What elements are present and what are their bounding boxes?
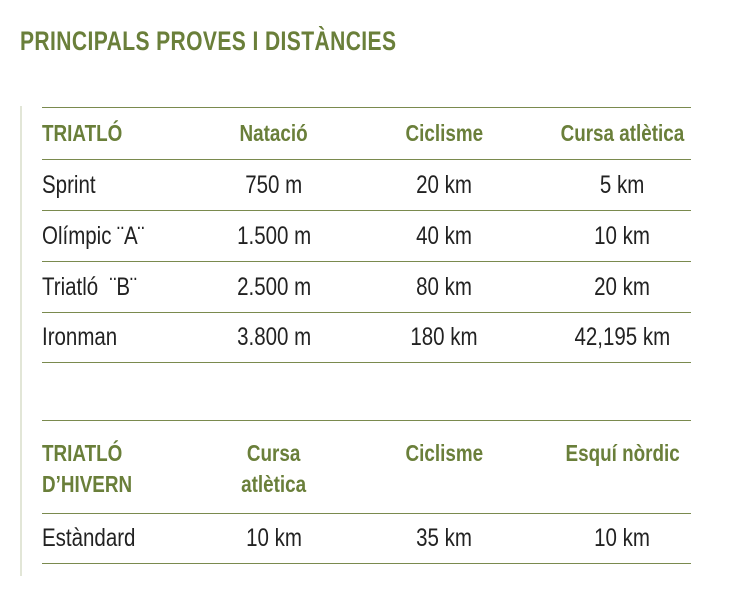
header-line: D’HIVERN <box>42 471 133 497</box>
distances-table-winter-triathlon <box>42 420 691 564</box>
left-vertical-rule <box>20 106 22 576</box>
table-row <box>42 312 691 363</box>
cycle-distance: 80 km <box>416 272 472 301</box>
header-line: atlètica <box>241 471 307 497</box>
swim-distance: 750 m <box>245 170 303 199</box>
run-distance: 5 km <box>600 170 645 199</box>
cycle-distance: 35 km <box>416 524 472 552</box>
header-cell-event: TRIATLÓ <box>42 120 123 146</box>
swim-distance: 3.800 m <box>236 323 312 351</box>
run-distance: 42,195 km <box>574 323 671 351</box>
header-cell-swim: Natació <box>239 120 309 146</box>
cycle-distance: 20 km <box>416 170 472 199</box>
header-cell-cycle: Ciclisme <box>405 120 483 146</box>
run-distance: 20 km <box>594 272 651 301</box>
row-label: Sprint <box>42 170 96 199</box>
swim-distance: 1.500 m <box>236 221 312 250</box>
header-line: TRIATLÓ <box>42 440 123 466</box>
row-label: Ironman <box>42 323 118 351</box>
ski-distance: 10 km <box>594 524 651 552</box>
header-cell-ski: Esquí nòrdic <box>565 440 680 466</box>
header-cell-run <box>214 421 334 500</box>
cycle-distance: 40 km <box>416 221 472 250</box>
header-cell-event <box>42 421 214 500</box>
page-title: PRINCIPALS PROVES I DISTÀNCIES <box>20 26 397 56</box>
swim-distance: 2.500 m <box>236 272 312 301</box>
table-header-row <box>42 107 691 159</box>
row-label: Olímpic ¨A¨ <box>42 221 145 250</box>
header-line: Cursa <box>247 440 301 466</box>
header-cell-run: Cursa atlètica <box>560 120 685 146</box>
table-header-row <box>42 420 691 513</box>
distances-table-triathlon <box>42 107 691 363</box>
table-row <box>42 210 691 261</box>
cycle-distance: 180 km <box>410 323 478 351</box>
table-row <box>42 159 691 210</box>
row-label: Triatló ¨B¨ <box>42 272 137 301</box>
run-distance: 10 km <box>594 221 651 250</box>
table-row <box>42 261 691 312</box>
table-row <box>42 513 691 564</box>
run-distance: 10 km <box>246 524 302 552</box>
row-label: Estàndard <box>42 524 136 552</box>
header-cell-cycle: Ciclisme <box>405 440 483 466</box>
